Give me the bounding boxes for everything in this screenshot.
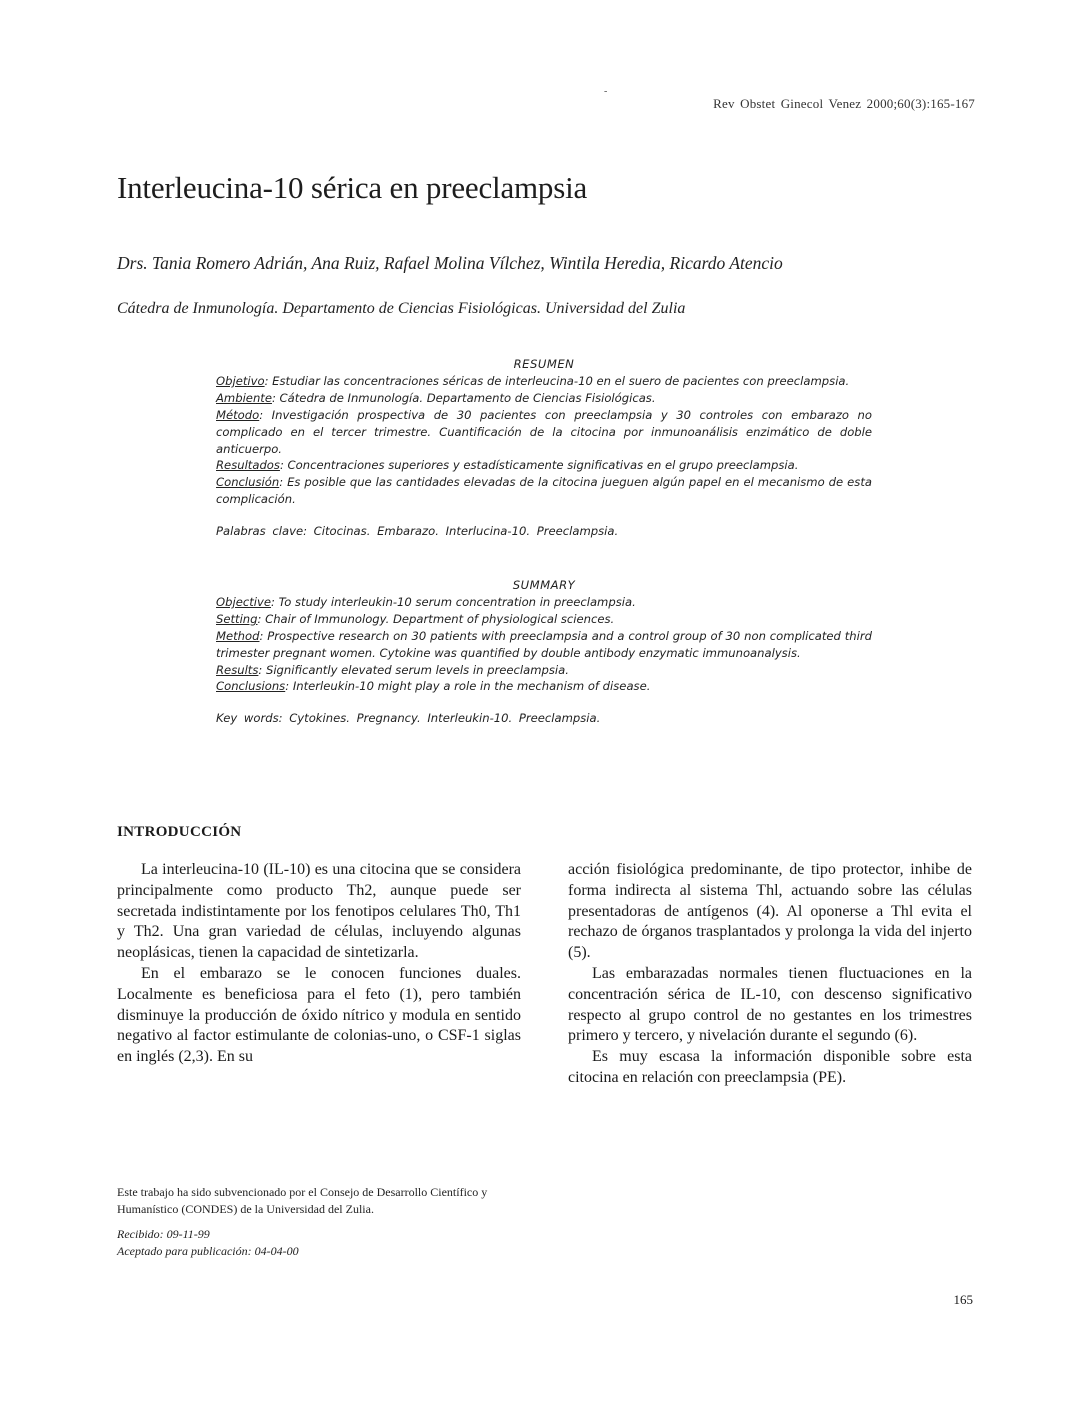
resumen-item-metodo xyxy=(216,407,872,458)
body-paragraph: Es muy escasa la información disponible sobre esta citocina en relación con preeclampsia (PE). xyxy=(568,1048,972,1086)
summary-text: : Chair of Immunology. Department of physiological sciences. xyxy=(257,611,615,626)
resumen-text: : Concentraciones superiores y estadísticamente significativas en el grupo preeclampsia. xyxy=(279,458,799,473)
resumen-label: Resultados xyxy=(216,458,280,473)
resumen-keywords: Palabras clave: Citocinas. Embarazo. Interlucina-10. Preeclampsia. xyxy=(216,524,619,539)
author-list: Drs. Tania Romero Adrián, Ana Ruiz, Rafael Molina Vílchez, Wintila Heredia, Ricardo Atencio xyxy=(117,253,783,273)
resumen-item-ambiente xyxy=(216,390,872,407)
accepted-date: Aceptado para publicación: 04-04-00 xyxy=(117,1244,299,1258)
resumen-text: : Estudiar las concentraciones séricas de interleucina-10 en el suero de pacientes con preeclampsia. xyxy=(264,373,850,388)
resumen-item-objetivo xyxy=(216,373,872,390)
article-title: Interleucina-10 sérica en preeclampsia xyxy=(117,170,588,205)
resumen-text: : Cátedra de Inmunología. Departamento de Ciencias Fisiológicas. xyxy=(271,390,656,405)
resumen-label: Conclusión xyxy=(216,475,280,490)
summary-item-objective xyxy=(216,594,872,611)
resumen-block xyxy=(216,356,872,540)
summary-text: : Significantly elevated serum levels in preeclampsia. xyxy=(258,662,569,677)
resumen-item-conclusion xyxy=(216,474,872,508)
body-paragraph: Las embarazadas normales tienen fluctuaciones en la concentración sérica de IL-10, con descenso significativo respecto al grupo control de no gestantes en los trimestres primero y tercero, y nivelación durante el segundo (6). xyxy=(568,964,972,1045)
body-column-right xyxy=(568,860,972,1089)
summary-block xyxy=(216,577,872,727)
body-paragraph: En el embarazo se le conocen funciones duales. Localmente es beneficiosa para el feto (1), pero también disminuye la producción de óxido nítrico y modula en sentido negativo al factor estimulante de colonias-uno, o CSF-1 siglas en inglés (2,3). En su xyxy=(117,964,521,1066)
resumen-heading: RESUMEN xyxy=(513,357,575,371)
resumen-label: Objetivo xyxy=(216,373,265,388)
summary-text: : Prospective research on 30 patients with preeclampsia and a control group of 30 non complicated third trimester pregnant women. Cytokine was quantified by double antibody enzymatic immunoanalysis. xyxy=(216,628,872,660)
received-date: Recibido: 09-11-99 xyxy=(117,1227,210,1241)
affiliation: Cátedra de Inmunología. Departamento de Ciencias Fisiológicas. Universidad del Zulia xyxy=(117,300,686,317)
footnote-block xyxy=(117,1184,497,1260)
resumen-text: : Es posible que las cantidades elevadas de la citocina jueguen algún papel en el mecanismo de esta complicación. xyxy=(216,475,872,507)
summary-label: Objective xyxy=(216,594,271,609)
resumen-label: Ambiente xyxy=(216,390,272,405)
summary-item-results xyxy=(216,662,872,679)
body-paragraph: La interleucina-10 (IL-10) es una citocina que se considera principalmente como producto Th2, aunque puede ser secretada indistintamente por los fenotipos celulares Th0, Th1 y Th2. Una gran variedad de células, incluyendo algunas neoplásicas, tienen la capacidad de sintetizarla. xyxy=(117,861,521,962)
journal-reference: Rev Obstet Ginecol Venez 2000;60(3):165-167 xyxy=(713,96,975,111)
resumen-text: : Investigación prospectiva de 30 pacientes con preeclampsia y 30 controles con embarazo no complicado en el tercer trimestre. Cuantificación de la citocina por inmunoanálisis enzimático de doble anticuerpo. xyxy=(216,407,872,456)
resumen-item-resultados xyxy=(216,457,872,474)
body-column-left xyxy=(117,860,521,1068)
summary-label: Conclusions xyxy=(216,679,286,694)
summary-label: Setting xyxy=(216,611,258,626)
summary-keywords: Key words: Cytokines. Pregnancy. Interleukin-10. Preeclampsia. xyxy=(216,711,601,726)
resumen-label: Método xyxy=(216,407,260,422)
summary-item-method xyxy=(216,628,872,662)
header-mark: - xyxy=(604,86,608,97)
summary-heading: SUMMARY xyxy=(512,578,576,592)
summary-text: : To study interleukin-10 serum concentration in preeclampsia. xyxy=(270,594,636,609)
summary-item-conclusions xyxy=(216,678,872,695)
summary-item-setting xyxy=(216,611,872,628)
body-paragraph: acción fisiológica predominante, de tipo protector, inhibe de forma indirecta al sistema Thl, actuando sobre las células presentadoras de antígenos (4). Al oponerse a Thl evita el rechazo de órganos trasplantados y prolonga la vida del injerto (5). xyxy=(568,861,972,962)
funding-note: Este trabajo ha sido subvencionado por el Consejo de Desarrollo Científico y Humanístico (CONDES) de la Universidad del Zulia. xyxy=(117,1185,488,1216)
section-heading-introduccion: INTRODUCCIÓN xyxy=(117,824,242,840)
page-number: 165 xyxy=(953,1292,973,1307)
summary-label: Method xyxy=(216,628,260,643)
summary-text: : Interleukin-10 might play a role in the mechanism of disease. xyxy=(285,679,651,694)
summary-label: Results xyxy=(216,662,259,677)
